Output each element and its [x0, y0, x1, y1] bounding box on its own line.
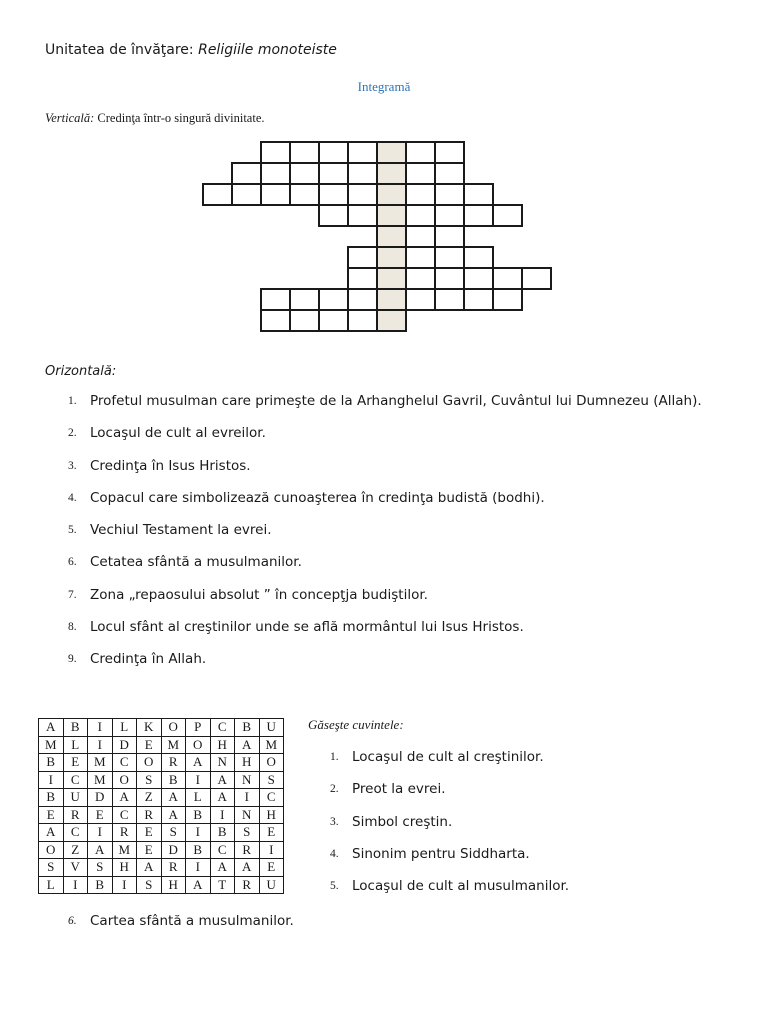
word-search-cell: S — [137, 771, 162, 789]
word-search-cell: B — [39, 754, 64, 772]
crossword-cell — [376, 309, 407, 332]
word-search-cell: B — [63, 719, 88, 737]
find-words-text: Sinonim pentru Siddharta. — [352, 845, 530, 862]
crossword-cell — [434, 141, 465, 164]
word-search-cell: O — [161, 719, 186, 737]
word-search-cell: B — [235, 719, 260, 737]
crossword-cell — [347, 141, 378, 164]
word-search-cell: H — [259, 806, 284, 824]
crossword-cell — [405, 267, 436, 290]
clue-item — [68, 393, 702, 425]
clue-text: Cetatea sfântă a musulmanilor. — [90, 554, 302, 571]
horizontal-label: Orizontală: — [45, 364, 117, 379]
word-search-cell: D — [161, 841, 186, 859]
find-words-text: Locaşul de cult al creştinilor. — [352, 749, 544, 765]
word-search-cell: E — [137, 841, 162, 859]
crossword-cell — [289, 141, 320, 164]
crossword-cell — [260, 141, 291, 164]
word-search-cell: S — [161, 824, 186, 842]
find-words-number: 3. — [330, 815, 339, 828]
word-search-cell: I — [210, 806, 235, 824]
crossword-cell — [434, 204, 465, 227]
crossword-cell — [492, 204, 523, 227]
crossword-cell — [260, 162, 291, 185]
word-search-cell: U — [63, 789, 88, 807]
word-search-cell: E — [137, 736, 162, 754]
clue-number: 1. — [68, 395, 77, 407]
crossword-cell — [289, 162, 320, 185]
word-search-cell: A — [161, 789, 186, 807]
crossword-cell — [347, 288, 378, 311]
word-search-cell: E — [88, 806, 113, 824]
find-words-text: Locaşul de cult al musulmanilor. — [352, 878, 570, 895]
crossword-cell — [405, 288, 436, 311]
word-search-row — [39, 859, 284, 877]
word-search-cell: L — [186, 789, 211, 807]
find-words-number: 2. — [330, 783, 339, 796]
find-words-text: Cartea sfântă a musulmanilor. — [90, 913, 294, 929]
word-search-cell: M — [112, 841, 137, 859]
word-search-cell: R — [137, 806, 162, 824]
word-search-cell: R — [235, 876, 260, 894]
word-search-cell: A — [210, 771, 235, 789]
clue-item — [68, 619, 702, 651]
word-search-cell: C — [112, 806, 137, 824]
find-words-number: 1. — [330, 751, 339, 763]
crossword-cell — [376, 246, 407, 269]
word-search-cell: A — [112, 789, 137, 807]
crossword-cell — [463, 183, 494, 206]
crossword-cell — [463, 288, 494, 311]
vertical-clue — [45, 111, 265, 126]
clue-number: 4. — [68, 491, 77, 504]
crossword-cell — [318, 183, 349, 206]
clue-text: Vechiul Testament la evrei. — [90, 522, 272, 539]
word-search-cell: A — [210, 859, 235, 877]
clue-item — [68, 651, 702, 683]
crossword-cell — [376, 204, 407, 227]
word-search-cell: M — [39, 736, 64, 754]
word-search-cell: S — [137, 876, 162, 894]
crossword-cell — [318, 204, 349, 227]
word-search-cell: E — [63, 754, 88, 772]
word-search-cell: I — [235, 789, 260, 807]
word-search-cell: R — [161, 754, 186, 772]
word-search-cell: B — [186, 806, 211, 824]
word-search-cell: A — [210, 789, 235, 807]
crossword-cell — [463, 267, 494, 290]
clue-text: Zona „repaosului absolut ” în concepţja budiştilor. — [90, 586, 428, 603]
word-search-cell: R — [63, 806, 88, 824]
word-search-cell: D — [112, 736, 137, 754]
word-search-cell: Z — [63, 841, 88, 859]
word-search-cell: V — [63, 859, 88, 877]
clue-text: Credinţa în Isus Hristos. — [90, 457, 251, 474]
word-search-cell: A — [235, 859, 260, 877]
vertical-label: Verticală: — [45, 111, 95, 125]
crossword-cell — [405, 183, 436, 206]
crossword-cell — [318, 141, 349, 164]
crossword-cell — [347, 204, 378, 227]
word-search-cell: B — [186, 841, 211, 859]
word-search-row — [39, 876, 284, 894]
crossword-cell — [492, 267, 523, 290]
word-search-cell: I — [63, 876, 88, 894]
clue-item — [68, 490, 702, 522]
word-search-cell: M — [88, 754, 113, 772]
crossword-cell — [202, 183, 233, 206]
crossword-cell — [289, 288, 320, 311]
word-search-cell: I — [88, 824, 113, 842]
crossword-cell — [260, 309, 291, 332]
crossword-cell — [434, 225, 465, 248]
page-title: Integramă — [357, 79, 411, 94]
crossword-cell — [434, 246, 465, 269]
crossword-cell — [434, 267, 465, 290]
word-search-cell: H — [210, 736, 235, 754]
crossword-cell — [260, 288, 291, 311]
word-search-cell: A — [186, 876, 211, 894]
find-words-number: 6. — [68, 915, 77, 927]
crossword-cell — [376, 141, 407, 164]
clue-number: 7. — [68, 588, 77, 601]
vertical-clue-text: Credinţa într-o singură divinitate. — [94, 111, 265, 125]
word-search-cell: C — [210, 841, 235, 859]
word-search-cell: O — [137, 754, 162, 772]
word-search-cell: E — [137, 824, 162, 842]
crossword-cell — [231, 162, 262, 185]
word-search-cell: I — [186, 859, 211, 877]
unit-heading — [45, 42, 337, 58]
word-search-cell: I — [88, 719, 113, 737]
crossword-cell — [434, 288, 465, 311]
word-search-grid — [38, 718, 284, 894]
word-search-cell: A — [161, 806, 186, 824]
word-search-cell: I — [186, 824, 211, 842]
word-search-cell: O — [39, 841, 64, 859]
crossword-cell — [318, 162, 349, 185]
word-search-cell: I — [39, 771, 64, 789]
crossword-cell — [376, 288, 407, 311]
crossword-cell — [347, 267, 378, 290]
clue-number: 2. — [68, 427, 77, 440]
find-words-list — [330, 749, 569, 910]
crossword-cell — [347, 246, 378, 269]
word-search-cell: E — [259, 859, 284, 877]
word-search-cell: S — [39, 859, 64, 877]
crossword-cell — [405, 204, 436, 227]
word-search-cell: A — [137, 859, 162, 877]
word-search-cell: O — [259, 754, 284, 772]
word-search-row — [39, 841, 284, 859]
word-search-cell: O — [112, 771, 137, 789]
word-search-cell: K — [137, 719, 162, 737]
crossword-cell — [347, 183, 378, 206]
word-search-cell: R — [161, 859, 186, 877]
crossword-cell — [492, 288, 523, 311]
word-search-cell: I — [186, 771, 211, 789]
word-search-cell: L — [63, 736, 88, 754]
word-search-row — [39, 736, 284, 754]
find-words-item — [330, 749, 569, 781]
word-search-cell: B — [39, 789, 64, 807]
word-search-cell: T — [210, 876, 235, 894]
clue-number: 6. — [68, 556, 77, 569]
word-search-cell: B — [210, 824, 235, 842]
word-search-cell: N — [235, 771, 260, 789]
word-search-cell: E — [39, 806, 64, 824]
word-search-cell: D — [88, 789, 113, 807]
word-search-cell: C — [112, 754, 137, 772]
word-search-cell: I — [112, 876, 137, 894]
word-search-cell: R — [235, 841, 260, 859]
word-search-cell: C — [63, 824, 88, 842]
word-search-cell: B — [161, 771, 186, 789]
horizontal-clue-list — [68, 393, 702, 684]
word-search-cell: A — [235, 736, 260, 754]
crossword-cell — [463, 246, 494, 269]
crossword-cell — [463, 204, 494, 227]
word-search-cell: M — [259, 736, 284, 754]
clue-number: 5. — [68, 524, 77, 537]
clue-text: Copacul care simbolizează cunoaşterea în credinţa budistă (bodhi). — [90, 489, 545, 506]
unit-prefix: Unitatea de învăţare: — [45, 42, 199, 58]
crossword-cell — [521, 267, 552, 290]
crossword-cell — [318, 288, 349, 311]
crossword-cell — [434, 162, 465, 185]
word-search-cell: S — [88, 859, 113, 877]
word-search-cell: L — [39, 876, 64, 894]
word-search-row — [39, 754, 284, 772]
clue-item — [68, 458, 702, 490]
word-search-cell: H — [235, 754, 260, 772]
find-words-item — [330, 814, 569, 846]
word-search-cell: C — [210, 719, 235, 737]
word-search-row — [39, 789, 284, 807]
word-search-cell: E — [259, 824, 284, 842]
word-search-cell: O — [186, 736, 211, 754]
find-words-item — [330, 846, 569, 878]
crossword-cell — [376, 162, 407, 185]
crossword-cell — [260, 183, 291, 206]
word-search-cell: S — [259, 771, 284, 789]
word-search-cell: A — [186, 754, 211, 772]
clue-item — [68, 587, 702, 619]
word-search-cell: I — [259, 841, 284, 859]
clue-number: 3. — [68, 459, 77, 472]
word-search-row — [39, 771, 284, 789]
clue-item — [68, 554, 702, 586]
find-words-item — [68, 913, 294, 929]
word-search-cell: U — [259, 719, 284, 737]
clue-text: Credinţa în Allah. — [90, 651, 207, 668]
find-words-label: Găseşte cuvintele: — [308, 717, 404, 732]
word-search-cell: L — [112, 719, 137, 737]
word-search-row — [39, 806, 284, 824]
word-search-cell: A — [39, 824, 64, 842]
word-search-row — [39, 824, 284, 842]
word-search-cell: A — [39, 719, 64, 737]
find-words-item — [330, 878, 569, 910]
clue-text: Locul sfânt al creştinilor unde se află mormântul lui Isus Hristos. — [90, 619, 524, 636]
clue-text: Profetul musulman care primeşte de la Arhanghelul Gavril, Cuvântul lui Dumnezeu (Allah). — [90, 393, 702, 409]
crossword-cell — [434, 183, 465, 206]
word-search-cell: C — [259, 789, 284, 807]
crossword-cell — [376, 225, 407, 248]
crossword-cell — [318, 309, 349, 332]
find-words-text: Simbol creştin. — [352, 813, 453, 830]
crossword-cell — [405, 162, 436, 185]
word-search-cell: M — [161, 736, 186, 754]
word-search-cell: H — [161, 876, 186, 894]
crossword-cell — [376, 267, 407, 290]
crossword-cell — [405, 246, 436, 269]
crossword-cell — [289, 309, 320, 332]
find-words-number: 5. — [330, 880, 339, 893]
unit-topic: Religiile monoteiste — [198, 42, 337, 58]
clue-number: 8. — [68, 621, 77, 634]
clue-item — [68, 522, 702, 554]
find-words-item — [330, 781, 569, 813]
clue-text: Locaşul de cult al evreilor. — [90, 425, 266, 442]
word-search-cell: N — [210, 754, 235, 772]
find-words-number: 4. — [330, 847, 339, 860]
word-search-row — [39, 719, 284, 737]
crossword-cell — [405, 141, 436, 164]
find-words-text: Preot la evrei. — [352, 781, 446, 798]
word-search-cell: C — [63, 771, 88, 789]
word-search-cell: Z — [137, 789, 162, 807]
word-search-cell: U — [259, 876, 284, 894]
word-search-cell: R — [112, 824, 137, 842]
crossword-cell — [347, 309, 378, 332]
word-search-cell: H — [112, 859, 137, 877]
crossword-cell — [231, 183, 262, 206]
clue-number: 9. — [68, 653, 77, 666]
word-search-cell: A — [88, 841, 113, 859]
crossword-cell — [405, 225, 436, 248]
word-search-cell: P — [186, 719, 211, 737]
word-search-cell: B — [88, 876, 113, 894]
word-search-cell: M — [88, 771, 113, 789]
crossword-cell — [376, 183, 407, 206]
word-search-cell: N — [235, 806, 260, 824]
word-search-cell: S — [235, 824, 260, 842]
crossword-cell — [289, 183, 320, 206]
crossword-cell — [347, 162, 378, 185]
word-search-cell: I — [88, 736, 113, 754]
clue-item — [68, 425, 702, 457]
